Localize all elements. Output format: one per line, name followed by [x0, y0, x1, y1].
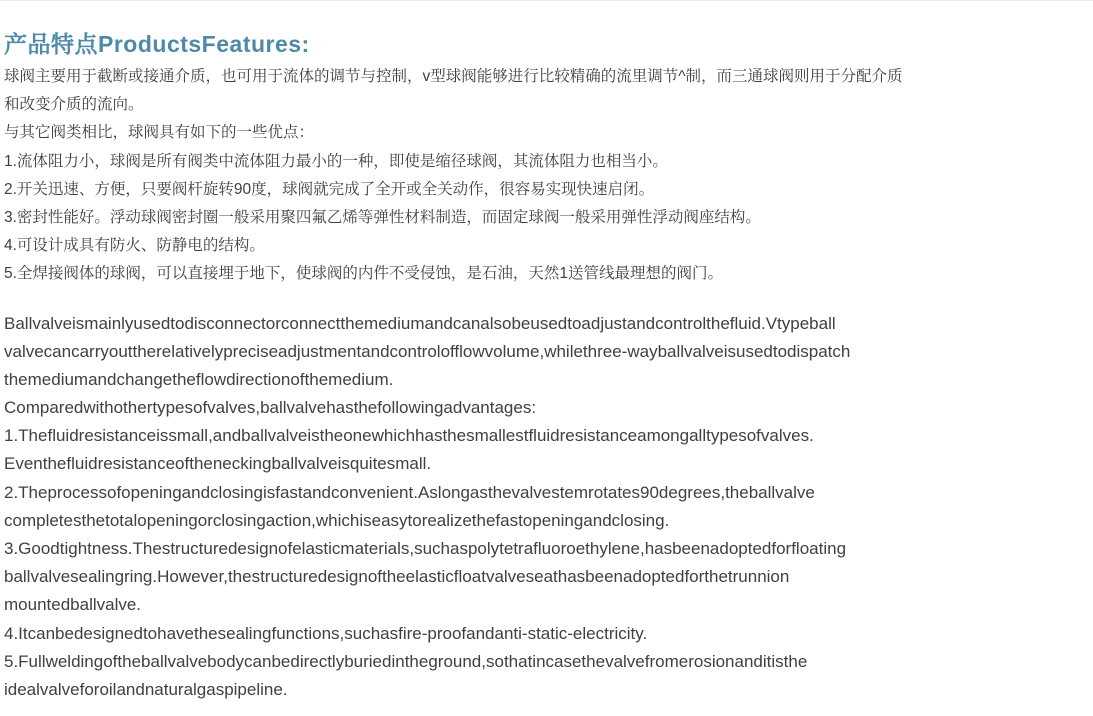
text-line: 4.可设计成具有防火、防静电的结构。 [4, 237, 265, 255]
text-line: 5.Fullweldingoftheballvalvebodycanbedirectlyburiedintheground,sothatincasethevalvefromerosionanditisthe [4, 651, 808, 671]
text-line: Ballvalveismainlyusedtodisconnectorconnectthemediumandcanalsobeusedtoadjustandcontrolthefluid.Vtypeball [4, 313, 836, 333]
chinese-description [4, 63, 1089, 289]
text-line: 和改变介质的流向。 [4, 96, 144, 114]
text-line: Comparedwithothertypesofvalves,ballvalvehasthefollowingadvantages: [4, 398, 537, 418]
text-line: 1.流体阻力小，球阀是所有阀类中流体阻力最小的一种，即使是缩径球阀，其流体阻力也相当小。 [4, 152, 668, 170]
text-line: 4.Itcanbedesignedtohavethesealingfunctions,suchasfire-proofandanti-static-electricity. [4, 623, 648, 643]
english-description [4, 310, 1089, 705]
text-line: 球阀主要用于截断或接通介质，也可用于流体的调节与控制，v型球阀能够进行比较精确的流里调节^制，而三通球阀则用于分配介质 [4, 68, 903, 85]
text-line: ballvalvesealingring.However,thestructuredesignoftheelasticfloatvalveseathasbeenadoptedforthetrunnion [4, 567, 790, 587]
text-line: 2.开关迅速、方便，只要阀杆旋转90度，球阀就完成了全开或全关动作，很容易实现快速启闭。 [4, 180, 655, 198]
text-line: 3.密封性能好。浮动球阀密封圈一般采用聚四氟乙烯等弹性材料制造，而固定球阀一般采用弹性浮动阀座结构。 [4, 208, 761, 226]
text-line: idealvalveforoilandnaturalgaspipeline. [4, 679, 288, 699]
text-line: 1.Thefluidresistanceissmall,andballvalveistheonewhichhasthesmallestfluidresistanceamongalltypesofvalves. [4, 426, 814, 446]
text-line: Eventhefluidresistanceoftheneckingballvalveisquitesmall. [4, 454, 432, 474]
page-title: 产品特点ProductsFeatures: [4, 31, 310, 57]
text-line: valvecancarryouttherelativelypreciseadjustmentandcontrolofflowvolume,whilethree-wayballvalveisusedtodispatch [4, 341, 851, 361]
text-line: 5.全焊接阀体的球阀，可以直接埋于地下，使球阀的内件不受侵蚀，是石油，天然1送管线最理想的阀门。 [4, 265, 724, 283]
text-line: 与其它阀类相比，球阀具有如下的一些优点： [4, 124, 315, 142]
text-line: completesthetotalopeningorclosingaction,whichiseasytorealizethefastopeningandclosing. [4, 510, 670, 530]
text-line: 2.Theprocessofopeningandclosingisfastandconvenient.Aslongasthevalvestemrotates90degrees,theballvalve [4, 482, 815, 502]
text-line: 3.Goodtightness.Thestructuredesignofelasticmaterials,suchaspolytetrafluoroethylene,hasbeenadoptedforfloating [4, 539, 847, 558]
text-line: mountedballvalve. [4, 595, 142, 615]
content-area [0, 1, 1093, 704]
text-line: themediumandchangetheflowdirectionofthemedium. [4, 369, 394, 389]
